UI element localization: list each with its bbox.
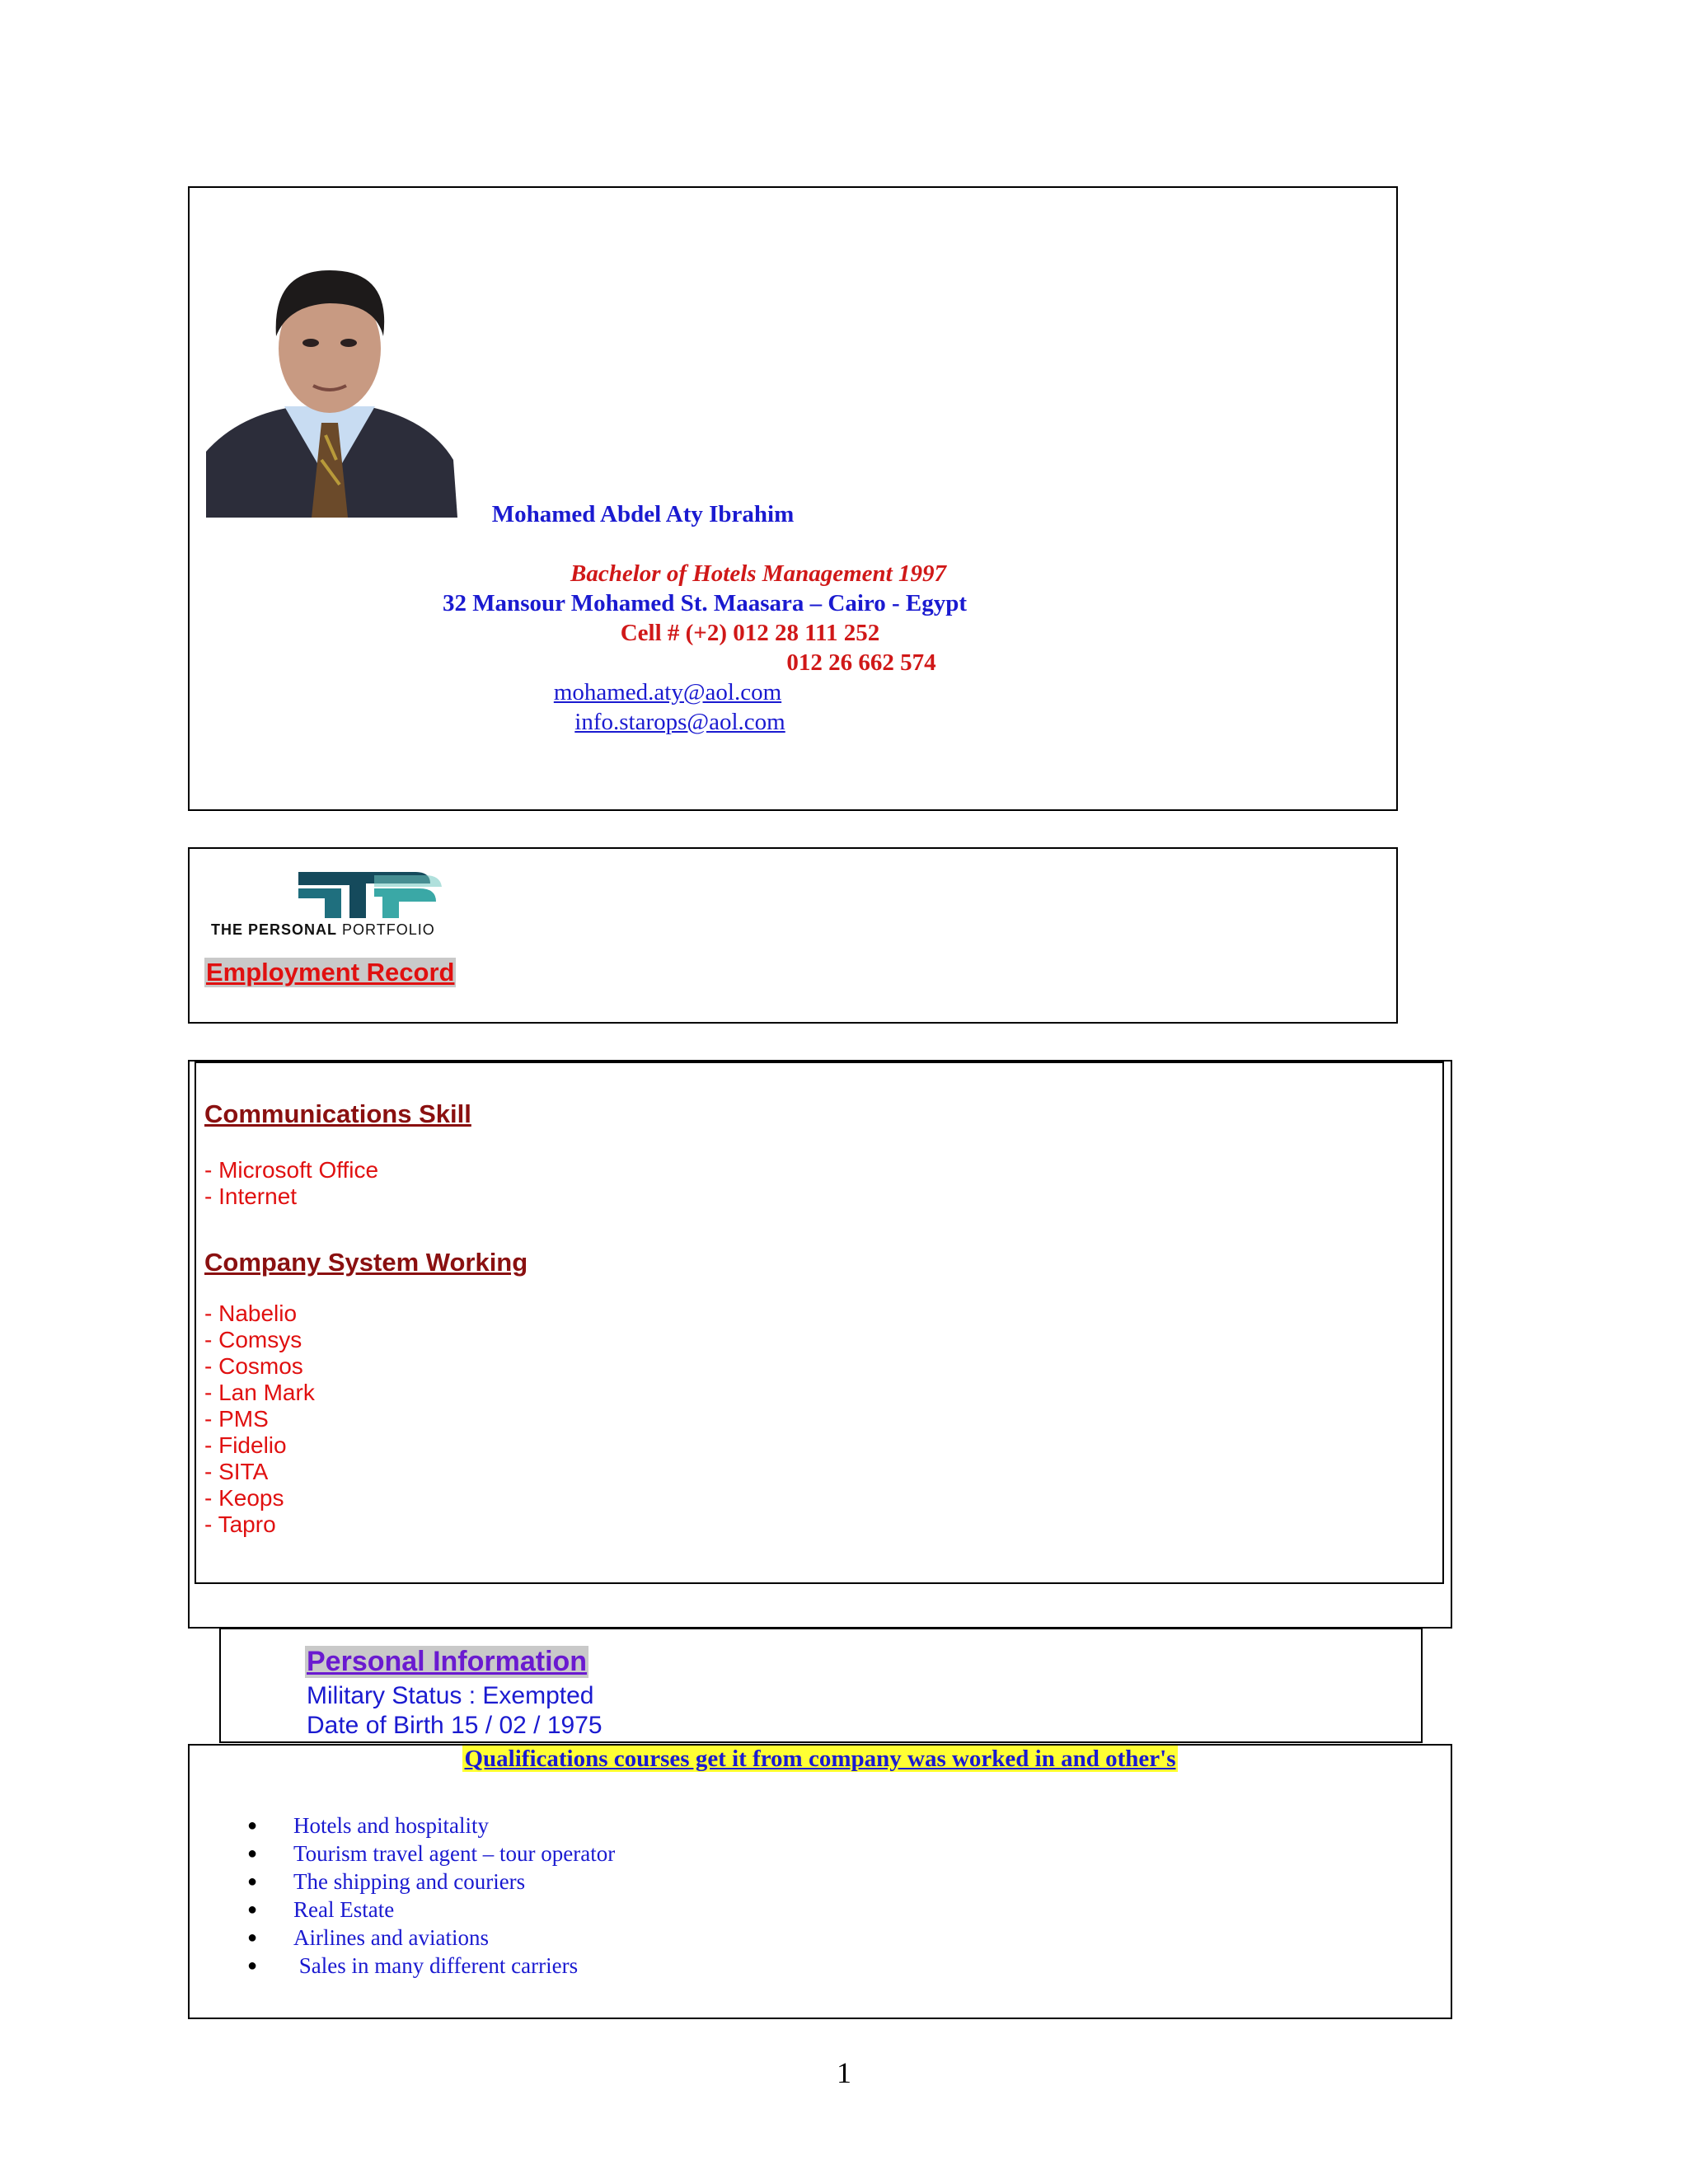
- personal-info-box: [219, 1628, 1423, 1743]
- employment-record-heading: Employment Record: [206, 958, 455, 987]
- qualifications-title: Qualifications courses get it from company was worked in and other's: [464, 1746, 1176, 1772]
- qualification-text: Airlines and aviations: [293, 1925, 489, 1950]
- bullet-icon: ●: [247, 1957, 258, 1975]
- list-item: - Tapro: [204, 1511, 276, 1537]
- logo-text-bold: THE PERSONAL: [211, 921, 338, 938]
- degree-line: Bachelor of Hotels Management 1997: [570, 560, 946, 587]
- list-item: [247, 1813, 489, 1839]
- bullet-icon: ●: [247, 1929, 258, 1947]
- qualification-text: Hotels and hospitality: [293, 1813, 489, 1838]
- skills-inner-box: [195, 1062, 1444, 1584]
- bullet-icon: ●: [247, 1816, 258, 1835]
- email-link-1[interactable]: mohamed.aty@aol.com: [553, 679, 782, 705]
- personal-info-heading: Personal Information: [307, 1646, 588, 1677]
- list-item: - Comsys: [204, 1327, 302, 1352]
- list-item: [247, 1869, 525, 1895]
- list-item: [247, 1841, 615, 1867]
- company-system-heading: Company System Working: [204, 1248, 528, 1277]
- qualifications-title-wrap: [190, 1746, 1451, 1773]
- date-of-birth: Date of Birth 15 / 02 / 1975: [307, 1712, 603, 1739]
- military-status: Military Status : Exempted: [307, 1682, 594, 1709]
- candidate-name: Mohamed Abdel Aty Ibrahim: [491, 501, 795, 527]
- address-line: 32 Mansour Mohamed St. Maasara – Cairo - Egypt: [442, 590, 968, 616]
- bullet-icon: ●: [247, 1872, 258, 1891]
- list-item: [247, 1953, 578, 1979]
- qualification-text: The shipping and couriers: [293, 1869, 526, 1894]
- bullet-icon: ●: [247, 1900, 258, 1919]
- cell-line-2: 012 26 662 574: [786, 649, 936, 676]
- list-item: - Lan Mark: [204, 1380, 315, 1405]
- cell-line-1: Cell # (+2) 012 28 111 252: [620, 620, 880, 646]
- header-box: [188, 186, 1398, 811]
- list-item: [247, 1897, 394, 1923]
- list-item: - Cosmos: [204, 1353, 303, 1379]
- list-item: - Keops: [204, 1485, 284, 1511]
- portfolio-box: [188, 847, 1398, 1024]
- qualification-text: Sales in many different carriers: [293, 1953, 579, 1978]
- qualification-text: Real Estate: [293, 1897, 395, 1922]
- list-item: - Fidelio: [204, 1432, 287, 1458]
- list-item: - Microsoft Office: [204, 1157, 379, 1183]
- qualification-text: Tourism travel agent – tour operator: [293, 1841, 616, 1866]
- list-item: - Nabelio: [204, 1301, 298, 1326]
- bullet-icon: ●: [247, 1844, 258, 1863]
- list-item: - SITA: [204, 1459, 269, 1484]
- portrait-photo-icon: [206, 246, 457, 518]
- qualifications-box: [188, 1744, 1452, 2019]
- list-item: - Internet: [204, 1183, 298, 1209]
- list-item: - PMS: [204, 1406, 269, 1432]
- logo-text-rest: PORTFOLIO: [342, 921, 435, 938]
- tp-logo-icon: [209, 869, 516, 918]
- email-link-2[interactable]: info.starops@aol.com: [574, 709, 785, 735]
- page-number: 1: [837, 2056, 851, 2089]
- list-item: [247, 1925, 489, 1951]
- communications-heading: Communications Skill: [204, 1099, 471, 1128]
- logo-text: [211, 921, 435, 939]
